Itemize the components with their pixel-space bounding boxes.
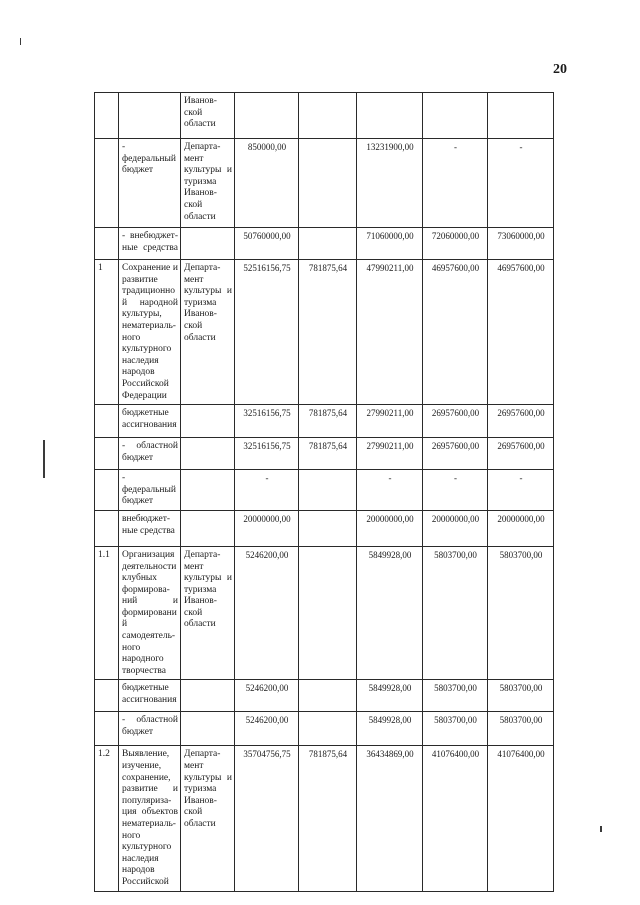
executor-cell xyxy=(181,712,235,746)
executor-cell: Департа-мент культуры и туризма Иванов-ской области xyxy=(181,260,235,405)
amount-cell: 781875,64 xyxy=(299,438,357,470)
amount-cell: 5849928,00 xyxy=(357,546,423,680)
amount-cell: 72060000,00 xyxy=(423,228,488,260)
amount-cell: 850000,00 xyxy=(235,139,299,228)
item-name-cell: Выявление, изучение, сохранение, развитие и популяриза-ция объектов нематериаль-ного культурного наследия народов Российской xyxy=(119,746,181,891)
amount-cell: - xyxy=(235,470,299,511)
amount-cell: - xyxy=(357,470,423,511)
amount-cell: 5803700,00 xyxy=(423,546,488,680)
amount-cell xyxy=(235,93,299,139)
row-number-cell xyxy=(95,139,119,228)
table-row xyxy=(95,228,554,260)
amount-cell xyxy=(299,712,357,746)
row-number-cell xyxy=(95,405,119,438)
amount-cell xyxy=(299,470,357,511)
table-row xyxy=(95,546,554,680)
amount-cell xyxy=(299,139,357,228)
scan-mark xyxy=(43,440,45,478)
executor-cell xyxy=(181,405,235,438)
amount-cell: 41076400,00 xyxy=(488,746,554,891)
amount-cell: 5803700,00 xyxy=(423,712,488,746)
scan-mark xyxy=(600,826,602,832)
amount-cell: 5803700,00 xyxy=(423,680,488,712)
executor-cell: Департа-мент культуры и туризма Иванов-ской области xyxy=(181,546,235,680)
budget-table xyxy=(94,92,554,892)
item-name-cell: - областной бюджет xyxy=(119,712,181,746)
amount-cell: 5246200,00 xyxy=(235,712,299,746)
amount-cell: 27990211,00 xyxy=(357,438,423,470)
amount-cell xyxy=(299,93,357,139)
table-row xyxy=(95,712,554,746)
amount-cell: 5849928,00 xyxy=(357,680,423,712)
item-name-cell: бюджетные ассигнования xyxy=(119,405,181,438)
row-number-cell: 1 xyxy=(95,260,119,405)
table-row xyxy=(95,746,554,891)
amount-cell xyxy=(357,93,423,139)
executor-cell xyxy=(181,228,235,260)
row-number-cell: 1.1 xyxy=(95,546,119,680)
amount-cell: - xyxy=(488,139,554,228)
row-number-cell xyxy=(95,93,119,139)
amount-cell: 26957600,00 xyxy=(488,438,554,470)
row-number-cell xyxy=(95,712,119,746)
row-number-cell xyxy=(95,470,119,511)
page-number: 20 xyxy=(553,62,567,77)
amount-cell: 781875,64 xyxy=(299,405,357,438)
executor-cell: Департа-мент культуры и туризма Иванов-ской области xyxy=(181,139,235,228)
amount-cell: 5246200,00 xyxy=(235,546,299,680)
table-row xyxy=(95,260,554,405)
amount-cell: 50760000,00 xyxy=(235,228,299,260)
row-number-cell xyxy=(95,680,119,712)
row-number-cell xyxy=(95,510,119,546)
item-name-cell: бюджетные ассигнования xyxy=(119,680,181,712)
amount-cell: 73060000,00 xyxy=(488,228,554,260)
amount-cell: 5803700,00 xyxy=(488,546,554,680)
amount-cell: 26957600,00 xyxy=(423,438,488,470)
executor-cell xyxy=(181,510,235,546)
amount-cell: 52516156,75 xyxy=(235,260,299,405)
amount-cell: 36434869,00 xyxy=(357,746,423,891)
amount-cell xyxy=(299,510,357,546)
table-row xyxy=(95,680,554,712)
amount-cell xyxy=(488,93,554,139)
amount-cell: 5803700,00 xyxy=(488,712,554,746)
table-row xyxy=(95,93,554,139)
item-name-cell: внебюджет-ные средства xyxy=(119,510,181,546)
executor-cell xyxy=(181,680,235,712)
item-name-cell: - федеральный бюджет xyxy=(119,470,181,511)
amount-cell: - xyxy=(488,470,554,511)
executor-cell xyxy=(181,470,235,511)
amount-cell: 46957600,00 xyxy=(423,260,488,405)
amount-cell: 46957600,00 xyxy=(488,260,554,405)
executor-cell xyxy=(181,438,235,470)
amount-cell: 32516156,75 xyxy=(235,438,299,470)
item-name-cell: Сохранение и развитие традиционной народной культуры, нематериаль-ного культурного наследия народов Российской Федерации xyxy=(119,260,181,405)
amount-cell: 5803700,00 xyxy=(488,680,554,712)
table-row xyxy=(95,405,554,438)
amount-cell xyxy=(299,228,357,260)
executor-cell: Департа-мент культуры и туризма Иванов-ской области xyxy=(181,746,235,891)
row-number-cell xyxy=(95,228,119,260)
row-number-cell xyxy=(95,438,119,470)
item-name-cell: Организация деятельности клубных формирова-ний и формирований самодеятель-ного народного творчества xyxy=(119,546,181,680)
table-row xyxy=(95,510,554,546)
amount-cell xyxy=(423,93,488,139)
table-row xyxy=(95,139,554,228)
amount-cell xyxy=(299,680,357,712)
amount-cell: 20000000,00 xyxy=(357,510,423,546)
amount-cell: 20000000,00 xyxy=(423,510,488,546)
table-row xyxy=(95,470,554,511)
row-number-cell: 1.2 xyxy=(95,746,119,891)
amount-cell: 32516156,75 xyxy=(235,405,299,438)
item-name-cell: - федеральный бюджет xyxy=(119,139,181,228)
executor-cell: Иванов-ской области xyxy=(181,93,235,139)
amount-cell: 26957600,00 xyxy=(488,405,554,438)
item-name-cell xyxy=(119,93,181,139)
amount-cell: 5849928,00 xyxy=(357,712,423,746)
amount-cell: 26957600,00 xyxy=(423,405,488,438)
amount-cell: 781875,64 xyxy=(299,260,357,405)
amount-cell: 35704756,75 xyxy=(235,746,299,891)
amount-cell xyxy=(299,546,357,680)
amount-cell: 71060000,00 xyxy=(357,228,423,260)
amount-cell: 47990211,00 xyxy=(357,260,423,405)
amount-cell: 781875,64 xyxy=(299,746,357,891)
amount-cell: 20000000,00 xyxy=(235,510,299,546)
table-row xyxy=(95,438,554,470)
amount-cell: 13231900,00 xyxy=(357,139,423,228)
amount-cell: - xyxy=(423,139,488,228)
amount-cell: - xyxy=(423,470,488,511)
amount-cell: 27990211,00 xyxy=(357,405,423,438)
amount-cell: 41076400,00 xyxy=(423,746,488,891)
scan-mark xyxy=(20,38,21,45)
amount-cell: 5246200,00 xyxy=(235,680,299,712)
amount-cell: 20000000,00 xyxy=(488,510,554,546)
item-name-cell: - внебюджет-ные средства xyxy=(119,228,181,260)
item-name-cell: - областной бюджет xyxy=(119,438,181,470)
